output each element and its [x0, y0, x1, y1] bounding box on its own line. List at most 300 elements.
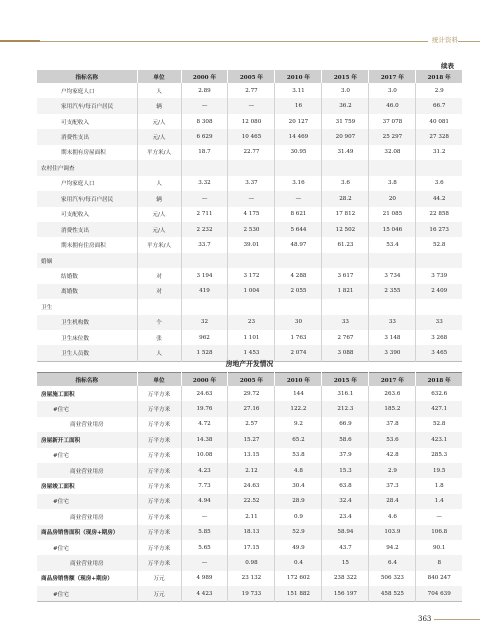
value-cell: 3.6: [416, 176, 462, 191]
real-estate-title: 房地产开发情况: [225, 360, 274, 368]
value-cell: 58.6: [322, 432, 369, 447]
value-cell: 506 323: [369, 571, 416, 586]
value-cell: 423.1: [416, 432, 462, 447]
value-cell: 13.15: [228, 448, 275, 463]
value-cell: 24.63: [228, 478, 275, 493]
value-cell: [275, 299, 322, 314]
table-row: [37, 571, 462, 586]
table-row: [37, 145, 462, 160]
value-cell: 316.1: [322, 386, 369, 401]
value-cell: 66.9: [322, 417, 369, 432]
value-cell: 66.7: [416, 98, 462, 113]
value-cell: 3 739: [416, 268, 462, 283]
value-cell: 24.63: [181, 386, 228, 401]
value-cell: [228, 253, 275, 268]
value-cell: 9.2: [275, 417, 322, 432]
table-row: [37, 401, 462, 416]
household-table: [37, 70, 462, 362]
row-label: 离婚数: [37, 284, 137, 299]
value-cell: 23 132: [228, 571, 275, 586]
column-header: 指标名称: [37, 373, 137, 387]
column-header: 2018 年: [416, 70, 462, 83]
value-cell: 8 308: [181, 114, 228, 129]
value-cell: 37.9: [322, 448, 369, 463]
column-header: 2005 年: [228, 70, 275, 83]
table-row: [37, 494, 462, 509]
value-cell: 285.3: [416, 448, 462, 463]
value-cell: 18.13: [228, 525, 275, 540]
value-cell: 106.8: [416, 525, 462, 540]
value-cell: 2.9: [416, 83, 462, 98]
unit-cell: [137, 253, 181, 268]
value-cell: 6.4: [369, 555, 416, 570]
value-cell: [322, 299, 369, 314]
value-cell: 46.0: [369, 98, 416, 113]
row-label: 结婚数: [61, 273, 78, 280]
unit-cell: 对: [137, 268, 181, 283]
value-cell: 212.3: [322, 401, 369, 416]
value-cell: 20 127: [275, 114, 322, 129]
value-cell: 2 055: [275, 284, 322, 299]
row-label: 房屋竣工面积: [41, 484, 75, 491]
unit-cell: 万平方米: [137, 555, 181, 570]
value-cell: —: [181, 98, 228, 113]
value-cell: 2 767: [322, 330, 369, 345]
unit-cell: 万平方米: [137, 540, 181, 555]
row-label: 商业营业用房: [37, 463, 137, 478]
value-cell: 3.8: [369, 176, 416, 191]
value-cell: [369, 160, 416, 175]
value-cell: 16 273: [416, 222, 462, 237]
value-cell: 19.5: [416, 463, 462, 478]
value-cell: 2 355: [369, 284, 416, 299]
table-row: [37, 448, 462, 463]
value-cell: 4 423: [181, 586, 228, 602]
section-label: 统计资料: [428, 35, 458, 44]
value-cell: 33: [416, 315, 462, 330]
value-cell: 3.6: [322, 176, 369, 191]
value-cell: 42.8: [369, 448, 416, 463]
value-cell: 16: [275, 98, 322, 113]
value-cell: 17.15: [228, 540, 275, 555]
value-cell: 28.9: [275, 494, 322, 509]
value-cell: 3 465: [416, 345, 462, 361]
household-table-body: [37, 83, 462, 361]
value-cell: [181, 299, 228, 314]
value-cell: 27 328: [416, 129, 462, 144]
value-cell: 20 907: [322, 129, 369, 144]
value-cell: 185.2: [369, 401, 416, 416]
value-cell: 2.57: [228, 417, 275, 432]
unit-cell: 万平方米: [137, 386, 181, 401]
unit-cell: 人: [137, 345, 181, 361]
value-cell: 3 194: [181, 268, 228, 283]
value-cell: 20: [369, 191, 416, 206]
table-row: [37, 114, 462, 129]
value-cell: 2.12: [228, 463, 275, 478]
value-cell: [369, 299, 416, 314]
value-cell: 427.1: [416, 401, 462, 416]
unit-cell: 元/人: [137, 222, 181, 237]
value-cell: [322, 253, 369, 268]
value-cell: 18.7: [181, 145, 228, 160]
value-cell: 52.8: [416, 417, 462, 432]
value-cell: 44.2: [416, 191, 462, 206]
row-label: #住宅: [53, 453, 69, 460]
value-cell: 0.4: [275, 555, 322, 570]
value-cell: 37.8: [369, 417, 416, 432]
table-row: [37, 586, 462, 602]
value-cell: 43.7: [322, 540, 369, 555]
row-label: 户均家庭人口: [61, 181, 95, 188]
value-cell: 30.95: [275, 145, 322, 160]
value-cell: 151 882: [275, 586, 322, 602]
value-cell: 1 101: [228, 330, 275, 345]
value-cell: 4 989: [181, 571, 228, 586]
value-cell: [228, 299, 275, 314]
row-label: #住宅: [37, 494, 137, 509]
table-row: [37, 191, 462, 206]
value-cell: —: [228, 191, 275, 206]
header-rule: [0, 41, 480, 42]
table-row: [37, 525, 462, 540]
table-row: [37, 207, 462, 222]
value-cell: 458 525: [369, 586, 416, 602]
value-cell: 4.8: [275, 463, 322, 478]
unit-cell: 万元: [137, 586, 181, 602]
table-row: [37, 299, 462, 314]
value-cell: [181, 253, 228, 268]
value-cell: 156 197: [322, 586, 369, 602]
column-header: 单位: [137, 373, 181, 387]
value-cell: 1.8: [416, 478, 462, 493]
value-cell: 103.9: [369, 525, 416, 540]
row-label: 消费性支出: [37, 222, 137, 237]
row-label: 商品房销售面积（现房+期房）: [37, 525, 137, 540]
value-cell: 3.11: [275, 83, 322, 98]
value-cell: —: [181, 509, 228, 524]
value-cell: 14 469: [275, 129, 322, 144]
column-header: 2017 年: [369, 70, 416, 83]
value-cell: 31.49: [322, 145, 369, 160]
column-header: 2010 年: [275, 373, 322, 387]
value-cell: 2.9: [369, 463, 416, 478]
unit-cell: 万平方米: [137, 432, 181, 447]
value-cell: 3.32: [181, 176, 228, 191]
unit-cell: 万元: [137, 571, 181, 586]
value-cell: 632.6: [416, 386, 462, 401]
value-cell: 1.4: [416, 494, 462, 509]
value-cell: 144: [275, 386, 322, 401]
value-cell: 4.94: [181, 494, 228, 509]
value-cell: 22.52: [228, 494, 275, 509]
value-cell: [275, 253, 322, 268]
row-label: 可支配收入: [61, 212, 89, 219]
row-label: 卫生: [41, 304, 53, 311]
value-cell: 22.77: [228, 145, 275, 160]
row-label: 卫生机构数: [37, 315, 137, 330]
value-cell: 1 821: [322, 284, 369, 299]
row-label: 商品房销售额（现房+期房）: [41, 576, 113, 583]
table-row: [37, 555, 462, 570]
row-label: 房屋施工面积: [41, 391, 75, 398]
value-cell: 33: [369, 315, 416, 330]
unit-cell: 万平方米: [137, 494, 181, 509]
value-cell: 3 390: [369, 345, 416, 361]
value-cell: —: [228, 98, 275, 113]
value-cell: 6 629: [181, 129, 228, 144]
column-header: 2010 年: [275, 70, 322, 83]
value-cell: 15 046: [369, 222, 416, 237]
unit-cell: 张: [137, 330, 181, 345]
value-cell: 37.3: [369, 478, 416, 493]
value-cell: 10 465: [228, 129, 275, 144]
value-cell: 12 080: [228, 114, 275, 129]
value-cell: 7.73: [181, 478, 228, 493]
value-cell: 172 602: [275, 571, 322, 586]
value-cell: 3.16: [275, 176, 322, 191]
row-label: 期末拥有房屋面积: [61, 150, 106, 157]
table-row: [37, 268, 462, 283]
unit-cell: 元/人: [137, 129, 181, 144]
table-row: [37, 330, 462, 345]
table-row: [37, 98, 462, 113]
value-cell: —: [181, 555, 228, 570]
unit-cell: 辆: [137, 98, 181, 113]
value-cell: 704 639: [416, 586, 462, 602]
value-cell: 49.9: [275, 540, 322, 555]
value-cell: 3 617: [322, 268, 369, 283]
value-cell: 4 288: [275, 268, 322, 283]
value-cell: 28.4: [369, 494, 416, 509]
value-cell: 2 711: [181, 207, 228, 222]
unit-cell: 万平方米: [137, 525, 181, 540]
value-cell: [416, 160, 462, 175]
table-row: [37, 417, 462, 432]
value-cell: [228, 160, 275, 175]
value-cell: 19 733: [228, 586, 275, 602]
value-cell: 40 081: [416, 114, 462, 129]
column-header: 2005 年: [228, 373, 275, 387]
value-cell: 23: [228, 315, 275, 330]
row-label: #住宅: [37, 401, 137, 416]
value-cell: 10.08: [181, 448, 228, 463]
unit-cell: 元/人: [137, 207, 181, 222]
value-cell: 15.27: [228, 432, 275, 447]
table-row: [37, 509, 462, 524]
value-cell: 3.0: [322, 83, 369, 98]
row-label: 家用汽车/每百户居民: [37, 191, 137, 206]
value-cell: [416, 299, 462, 314]
value-cell: 3 268: [416, 330, 462, 345]
table-row: [37, 284, 462, 299]
value-cell: 90.1: [416, 540, 462, 555]
value-cell: 2.89: [181, 83, 228, 98]
unit-cell: 万平方米: [137, 478, 181, 493]
row-label: 房屋新开工面积: [37, 432, 137, 447]
value-cell: 4.72: [181, 417, 228, 432]
value-cell: 1 763: [275, 330, 322, 345]
value-cell: 32: [181, 315, 228, 330]
column-header: 2015 年: [322, 70, 369, 83]
value-cell: [181, 160, 228, 175]
value-cell: 263.6: [369, 386, 416, 401]
value-cell: 61.23: [322, 237, 369, 252]
value-cell: 28.2: [322, 191, 369, 206]
table-row: [37, 386, 462, 401]
table-row: [37, 83, 462, 98]
unit-cell: 对: [137, 284, 181, 299]
value-cell: 21 085: [369, 207, 416, 222]
value-cell: 25 297: [369, 129, 416, 144]
value-cell: [322, 160, 369, 175]
value-cell: 63.8: [322, 478, 369, 493]
value-cell: 419: [181, 284, 228, 299]
column-header: 2018 年: [416, 373, 462, 387]
column-header: 2017 年: [369, 373, 416, 387]
table-row: [37, 222, 462, 237]
value-cell: 2.11: [228, 509, 275, 524]
table-row: [37, 237, 462, 252]
value-cell: 962: [181, 330, 228, 345]
table-row: [37, 540, 462, 555]
value-cell: 53.6: [369, 432, 416, 447]
value-cell: 3 172: [228, 268, 275, 283]
value-cell: 53.4: [369, 237, 416, 252]
value-cell: 0.9: [275, 509, 322, 524]
unit-cell: 元/人: [137, 114, 181, 129]
value-cell: 94.2: [369, 540, 416, 555]
unit-cell: 万平方米: [137, 463, 181, 478]
value-cell: 12 502: [322, 222, 369, 237]
value-cell: 3.0: [369, 83, 416, 98]
value-cell: 31.2: [416, 145, 462, 160]
unit-cell: 人: [137, 83, 181, 98]
unit-cell: 万平方米: [137, 509, 181, 524]
unit-cell: 个: [137, 315, 181, 330]
value-cell: 0.98: [228, 555, 275, 570]
row-label: 农村住户调查: [37, 160, 137, 175]
value-cell: 53.8: [275, 448, 322, 463]
value-cell: 3 088: [322, 345, 369, 361]
value-cell: 1 528: [181, 345, 228, 361]
value-cell: 15.3: [322, 463, 369, 478]
value-cell: 33: [322, 315, 369, 330]
column-header: 指标名称: [37, 70, 137, 83]
footer-rule: [434, 619, 480, 620]
value-cell: 238 322: [322, 571, 369, 586]
unit-cell: [137, 299, 181, 314]
value-cell: 4 175: [228, 207, 275, 222]
value-cell: 122.2: [275, 401, 322, 416]
value-cell: 30: [275, 315, 322, 330]
value-cell: 14.38: [181, 432, 228, 447]
value-cell: —: [275, 191, 322, 206]
value-cell: —: [181, 191, 228, 206]
value-cell: 36.2: [322, 98, 369, 113]
value-cell: 27.16: [228, 401, 275, 416]
unit-cell: 平方米/人: [137, 145, 181, 160]
value-cell: 840 247: [416, 571, 462, 586]
row-label: #住宅: [53, 545, 69, 552]
unit-cell: 辆: [137, 191, 181, 206]
column-header: 2015 年: [322, 373, 369, 387]
value-cell: 2 530: [228, 222, 275, 237]
value-cell: [416, 253, 462, 268]
value-cell: 2 409: [416, 284, 462, 299]
table-header-row: [37, 373, 462, 387]
value-cell: 37 078: [369, 114, 416, 129]
row-label: 可支配收入: [61, 119, 89, 126]
value-cell: 1 453: [228, 345, 275, 361]
value-cell: 65.2: [275, 432, 322, 447]
value-cell: —: [416, 509, 462, 524]
table-row: [37, 129, 462, 144]
table-row: [37, 315, 462, 330]
row-label: #住宅: [37, 586, 137, 602]
unit-cell: 万平方米: [137, 448, 181, 463]
row-label: 卫生床位数: [61, 335, 89, 342]
table-row: [37, 463, 462, 478]
value-cell: 39.01: [228, 237, 275, 252]
row-label: 商业营业用房: [37, 555, 137, 570]
table-row: [37, 160, 462, 175]
table-row: [37, 253, 462, 268]
value-cell: 33.7: [181, 237, 228, 252]
value-cell: 22 858: [416, 207, 462, 222]
row-label: 户均家庭人口: [61, 88, 95, 95]
row-label: 婚姻: [37, 253, 137, 268]
column-header: 2000 年: [181, 70, 228, 83]
value-cell: 5 644: [275, 222, 322, 237]
row-label: 商业营业用房: [70, 422, 104, 429]
row-label: 消费性支出: [37, 129, 137, 144]
table-header-row: [37, 70, 462, 83]
value-cell: 8 621: [275, 207, 322, 222]
value-cell: 19.76: [181, 401, 228, 416]
value-cell: 2.77: [228, 83, 275, 98]
value-cell: [275, 160, 322, 175]
table-row: [37, 432, 462, 447]
value-cell: 1 004: [228, 284, 275, 299]
value-cell: 23.4: [322, 509, 369, 524]
value-cell: 3 148: [369, 330, 416, 345]
value-cell: 30.4: [275, 478, 322, 493]
unit-cell: [137, 160, 181, 175]
unit-cell: 万平方米: [137, 401, 181, 416]
row-label: 期末拥有住房面积: [61, 243, 106, 250]
unit-cell: 万平方米: [137, 417, 181, 432]
column-header: 单位: [137, 70, 181, 83]
value-cell: 58.94: [322, 525, 369, 540]
table-row: [37, 176, 462, 191]
value-cell: 32.08: [369, 145, 416, 160]
value-cell: 4.6: [369, 509, 416, 524]
unit-cell: 人: [137, 176, 181, 191]
value-cell: 3 734: [369, 268, 416, 283]
value-cell: 4.23: [181, 463, 228, 478]
row-label: 卫生人员数: [37, 345, 137, 361]
row-label: 商业营业用房: [70, 514, 104, 521]
continued-label: 续表: [441, 62, 454, 70]
real-estate-table: [37, 372, 462, 602]
value-cell: 52.9: [275, 525, 322, 540]
value-cell: 48.97: [275, 237, 322, 252]
value-cell: 5.65: [181, 540, 228, 555]
value-cell: 52.8: [416, 237, 462, 252]
value-cell: 15: [322, 555, 369, 570]
value-cell: 31 759: [322, 114, 369, 129]
